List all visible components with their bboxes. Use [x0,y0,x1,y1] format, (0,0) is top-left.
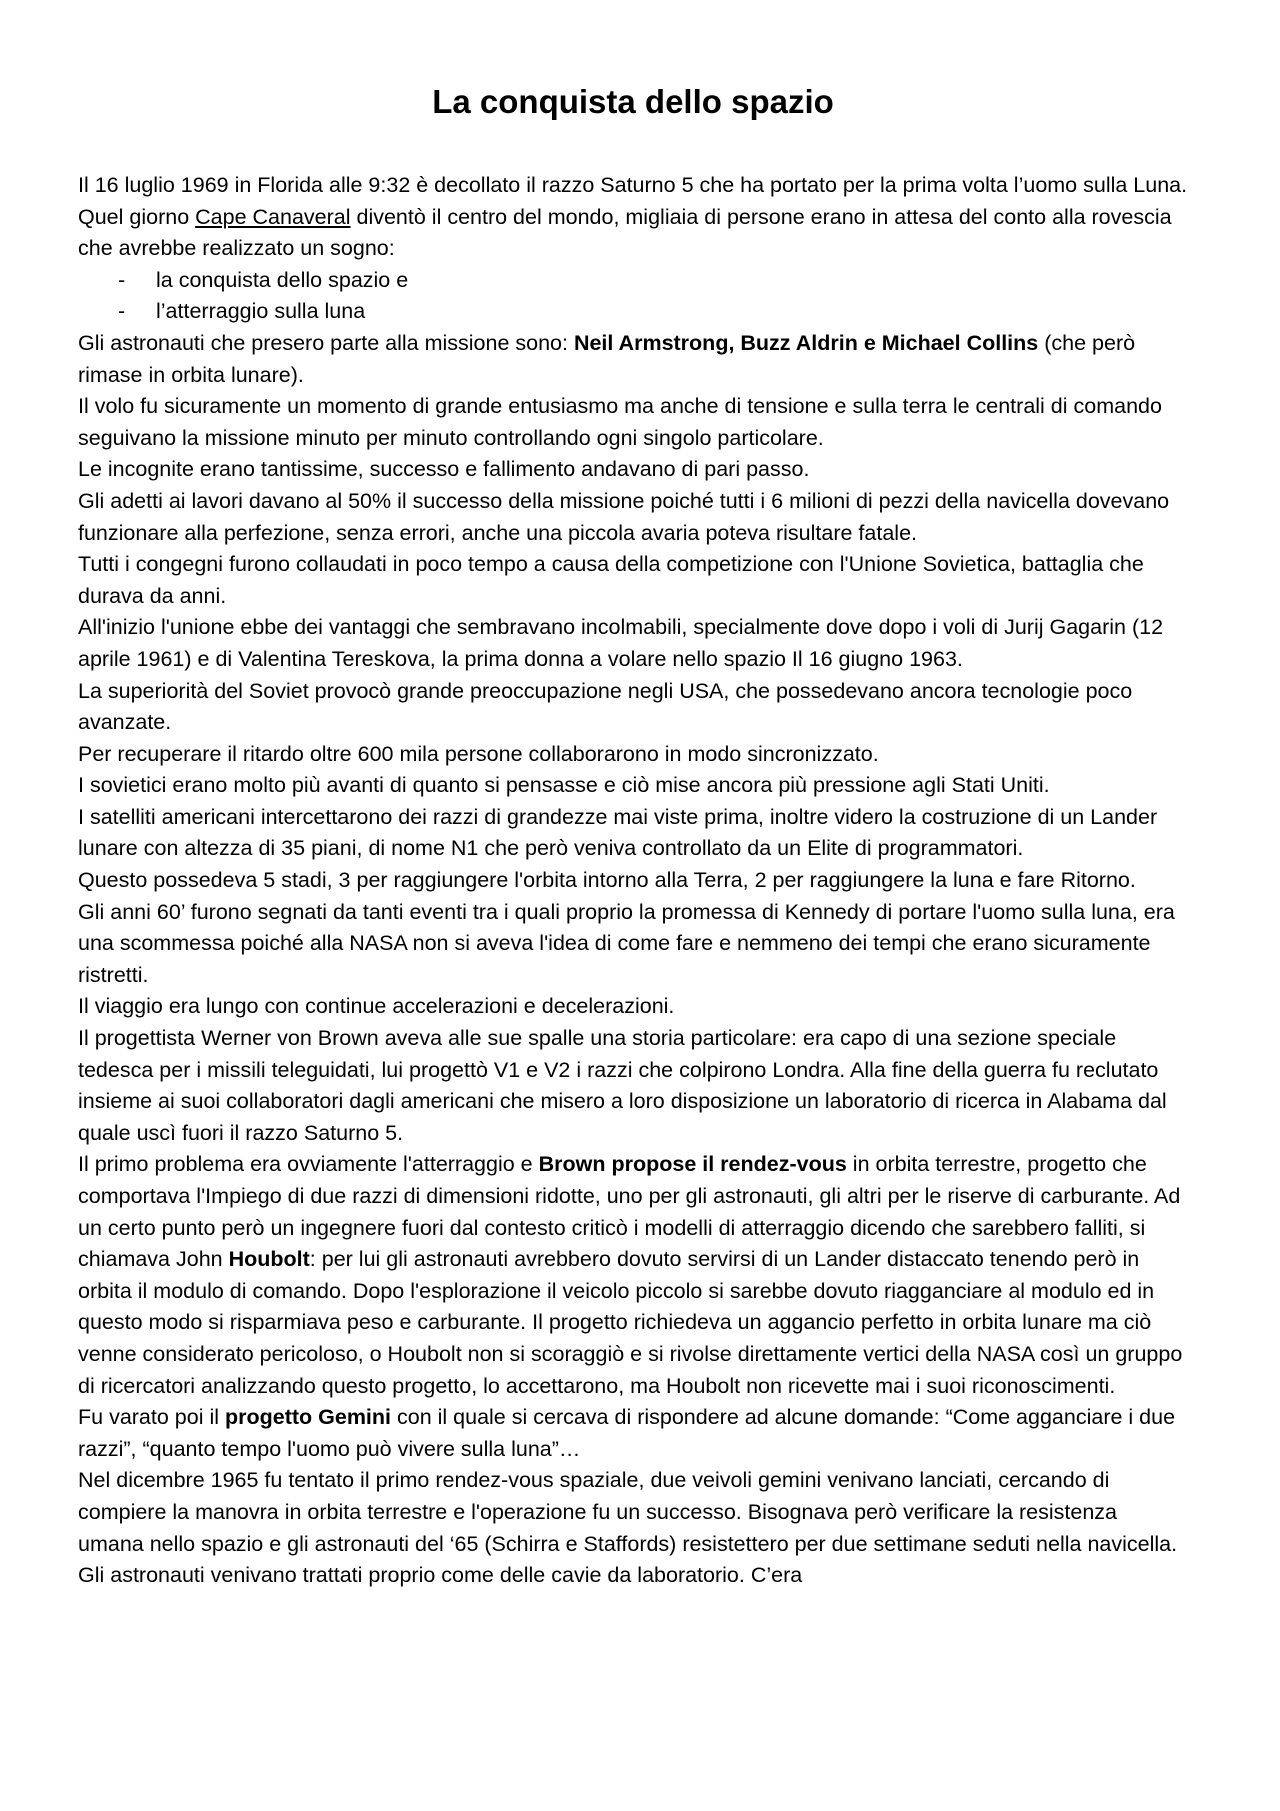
bold-astronaut-names: Neil Armstrong, Buzz Aldrin e Michael Collins [573,330,1039,355]
document-body [78,170,1188,1592]
dash-bullet: - [118,299,126,324]
list-item-text: la conquista dello spazio e [156,267,409,292]
list-item [78,265,1188,297]
text-run: Quel giorno [78,204,196,229]
text-run: Il primo problema era ovviamente l'atterraggio e [78,1152,539,1177]
paragraph-flight: Il volo fu sicuramente un momento di grande entusiasmo ma anche di tensione e sulla terra le centrali di comando seguivano la missione minuto per minuto controllando ogni singolo particolare. [78,394,1162,450]
paragraph-gemini [78,1402,1188,1465]
paragraph-soviet-advantage: All'inizio l'unione ebbe dei vantaggi che sembravano incolmabili, specialmente dove dopo i voli di Jurij Gagarin (12 aprile 1961) e di Valentina Tereskova, la prima donna a volare nello spazio Il 16 giugno 1963. [78,615,1164,671]
paragraph-usa-concern: La superiorità del Soviet provocò grande preoccupazione negli USA, che possedevano ancora tecnologie poco avanzate. [78,678,1133,735]
page-title: La conquista dello spazio [432,83,834,120]
bold-brown-proposal: Brown propose il rendez-vous [538,1152,847,1177]
text-run: Fu varato poi il [78,1405,225,1430]
paragraph-december-1965: Nel dicembre 1965 fu tentato il primo rendez-vous spaziale, due veivoli gemini venivano lanciati, cercando di compiere la manovra in orbita terrestre e l'operazione fu un successo. Bisognava però verificare la resistenza umana nello spazio e gli astronauti del ‘65 (Schirra e Staffords) resistettero per due settimane seduti nella navicella. Gli astronauti venivano trattati proprio come delle cavie da laboratorio. C’era [78,1468,1178,1588]
paragraph-pressure: I sovietici erano molto più avanti di quanto si pensasse e ciò mise ancora più pressione agli Stati Uniti. [78,773,1050,798]
paragraph-cape-canaveral [78,202,1188,265]
bold-houbolt: Houbolt [228,1247,310,1272]
paragraph-collaboration: Per recuperare il ritardo oltre 600 mila persone collaborarono in modo sincronizzato. [78,741,879,766]
paragraph-journey: Il viaggio era lungo con continue accelerazioni e decelerazioni. [78,994,675,1019]
paragraph-rendezvous [78,1149,1188,1402]
paragraph-von-brown: Il progettista Werner von Brown aveva alle sue spalle una storia particolare: era capo di una sezione speciale tedesca per i missili teleguidati, lui progettò V1 e V2 i razzi che colpirono Londra. Alla fine della guerra fu reclutato insieme ai suoi collaboratori dagli americani che misero a loro disposizione un laboratorio di ricerca in Alabama dal quale uscì fuori il razzo Saturno 5. [78,1026,1167,1145]
dash-bullet: - [118,267,126,292]
paragraph-stages: Questo possedeva 5 stadi, 3 per raggiungere l'orbita intorno alla Terra, 2 per raggiungere la luna e fare Ritorno. [78,868,1136,893]
paragraph-satellites: I satelliti americani intercettarono dei razzi di grandezze mai viste prima, inoltre videro la costruzione di un Lander lunare con altezza di 35 piani, di nome N1 che però veniva controllato da un Elite di programmatori. [78,804,1158,861]
paragraph-success-rate: Gli adetti ai lavori davano al 50% il successo della missione poiché tutti i 6 milioni di pezzi della navicella dovevano funzionare alla perfezione, senza errori, anche una piccola avaria poteva risultare fatale. [78,488,1170,545]
text-run: Gli astronauti che presero parte alla missione sono: [78,330,574,355]
text-run: con il quale si cercava di rispondere ad alcune domande: “Come agganciare i due razzi”, “quanto tempo l'uomo può vivere sulla luna”… [78,1405,1176,1461]
paragraph-unknowns: Le incognite erano tantissime, successo e fallimento andavano di pari passo. [78,457,810,482]
list-item-text: l’atterraggio sulla luna [156,299,366,324]
underlined-place-name: Cape Canaveral [195,204,351,229]
text-run: diventò il centro del mondo, migliaia di persone erano in attesa del conto alla rovescia che avrebbe realizzato un sogno: [78,204,1172,261]
text-run: in orbita terrestre, progetto che comportava l'Impiego di due razzi di dimensioni ridotte, uno per gli astronauti, gli altri per le riserve di carburante. Ad un certo punto però un ingegnere fuori dal contesto criticò i modelli di atterraggio dicendo che sarebbero falliti, si chiamava John [78,1152,1181,1272]
text-run: (che però rimase in orbita lunare). [78,330,1136,387]
paragraph-astronauts [78,328,1188,391]
list-item [78,296,1188,328]
paragraph-testing: Tutti i congegni furono collaudati in poco tempo a causa della competizione con l'Unione Sovietica, battaglia che durava da anni. [78,552,1144,608]
bold-gemini-project: progetto Gemini [224,1405,392,1430]
paragraph-launch: Il 16 luglio 1969 in Florida alle 9:32 è decollato il razzo Saturno 5 che ha portato per la prima volta l’uomo sulla Luna. [78,173,1188,197]
dream-list [78,265,1188,328]
paragraph-kennedy: Gli anni 60’ furono segnati da tanti eventi tra i quali proprio la promessa di Kennedy di portare l'uomo sulla luna, era una scommessa poiché alla NASA non si aveva l'idea di come fare e nemmeno dei tempi che erano sicuramente ristretti. [78,899,1175,987]
text-run: : per lui gli astronauti avrebbero dovuto servirsi di un Lander distaccato tenendo però in orbita il modulo di comando. Dopo l'esplorazione il veicolo piccolo si sarebbe dovuto riagganciare al modulo ed in questo modo si risparmiava peso e carburante. Il progetto richiedeva un aggancio perfetto in orbita lunare ma ciò venne considerato pericoloso, o Houbolt non si scoraggiò e si rivolse direttamente vertici della NASA così un gruppo di ricercatori analizzando questo progetto, lo accettarono, ma Houbolt non ricevette mai i suoi riconoscimenti. [78,1247,1183,1398]
